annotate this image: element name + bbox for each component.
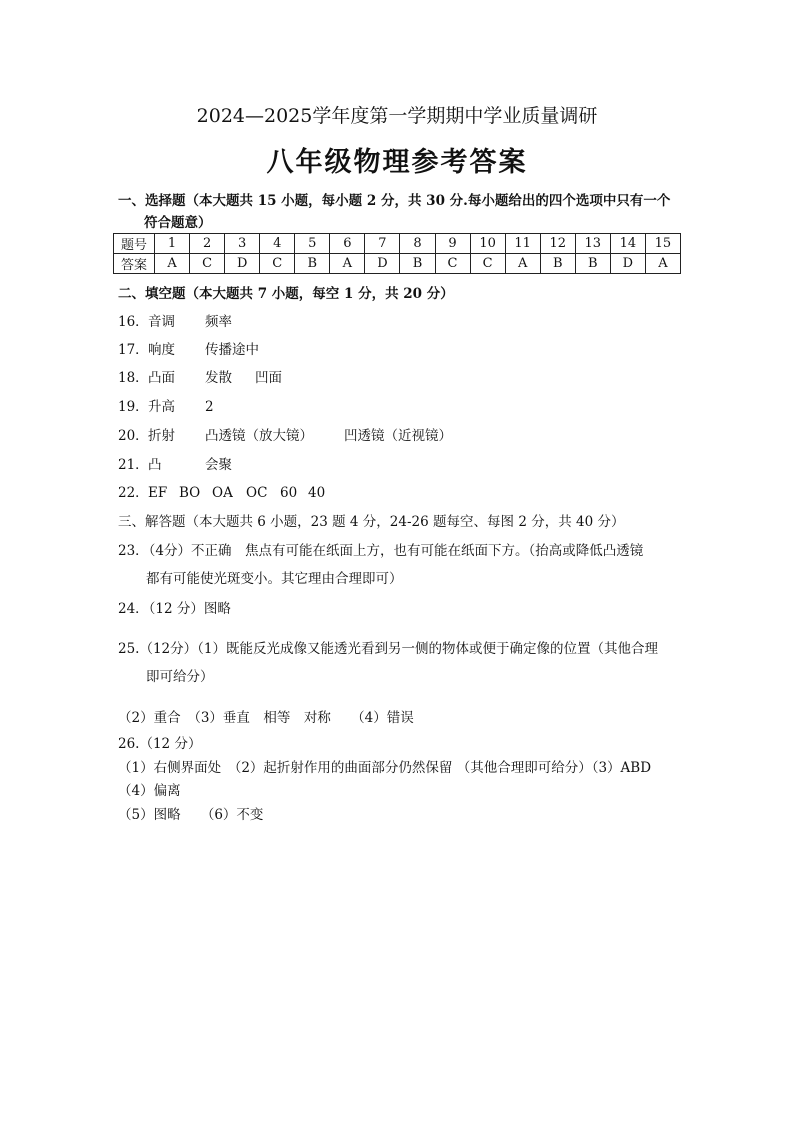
row-label-answers: 答案 <box>114 254 155 274</box>
question-number: 1 <box>155 234 190 254</box>
answer-table <box>113 233 681 274</box>
q23-answer-cont: 都有可能使光斑变小。其它理由合理即可） <box>146 571 403 587</box>
answer-cell: B <box>400 254 435 274</box>
q21-answer-1: 凸 <box>148 457 162 473</box>
q23-answer: 23．（4分）不正确 焦点有可能在纸面上方，也有可能在纸面下方。（抬高或降低凸透镜 <box>118 543 644 559</box>
question-number: 13 <box>575 234 610 254</box>
answer-cell: C <box>435 254 470 274</box>
q22-answer-3: OA <box>212 485 233 501</box>
q20-answer-2: 凸透镜（放大镜） <box>205 428 313 444</box>
q24-answer: 24．（12 分）图略 <box>118 601 231 617</box>
q22-number: 22． <box>118 485 149 501</box>
q17-answer-1: 响度 <box>148 342 175 358</box>
question-number: 5 <box>295 234 330 254</box>
table-row-numbers <box>114 234 681 254</box>
q22-answer-5: 60 <box>280 485 298 501</box>
answer-cell: C <box>260 254 295 274</box>
question-number: 4 <box>260 234 295 254</box>
table-row-answers <box>114 254 681 274</box>
section2-heading: 二、填空题（本大题共 7 小题，每空 1 分，共 20 分） <box>118 286 454 302</box>
q25-answer-cont: 即可给分） <box>146 669 214 685</box>
q18-answer-1: 凸面 <box>148 370 175 386</box>
q25-answer: 25.（12分）（1）既能反光成像又能透光看到另一侧的物体或便于确定像的位置（其他合理 <box>118 641 658 657</box>
q16-answer-1: 音调 <box>148 314 175 330</box>
answer-cell: A <box>645 254 680 274</box>
answer-cell: B <box>575 254 610 274</box>
answer-cell: D <box>610 254 645 274</box>
q26-heading: 26.（12 分） <box>118 736 202 752</box>
q21-number: 21． <box>118 457 149 473</box>
question-number: 11 <box>505 234 540 254</box>
q19-answer-1: 升高 <box>148 399 175 415</box>
question-number: 3 <box>225 234 260 254</box>
answer-cell: A <box>505 254 540 274</box>
question-number: 8 <box>400 234 435 254</box>
question-number: 2 <box>190 234 225 254</box>
answer-cell: D <box>225 254 260 274</box>
section3-heading: 三、解答题（本大题共 6 小题，23 题 4 分，24-26 题每空、每图 2 分，共 40 分） <box>118 514 625 530</box>
q21-answer-2: 会聚 <box>205 457 232 473</box>
q26-answer-line3: （5）图略 （6）不变 <box>118 807 264 823</box>
q19-answer-2: 2 <box>205 399 214 415</box>
answer-cell: B <box>540 254 575 274</box>
q22-answer-2: BO <box>179 485 201 501</box>
question-number: 10 <box>470 234 505 254</box>
q16-number: 16． <box>118 314 149 330</box>
q17-answer-2: 传播途中 <box>205 342 259 358</box>
answer-cell: A <box>155 254 190 274</box>
q20-answer-1: 折射 <box>148 428 175 444</box>
q18-answer-2: 发散 <box>205 370 232 386</box>
question-number: 12 <box>540 234 575 254</box>
exam-subtitle: 2024—2025学年度第一学期期中学业质量调研 <box>196 105 598 127</box>
row-label-numbers: 题号 <box>114 234 155 254</box>
question-number: 9 <box>435 234 470 254</box>
q17-number: 17． <box>118 342 149 358</box>
question-number: 7 <box>365 234 400 254</box>
q22-answer-4: OC <box>246 485 268 501</box>
q25-answer-parts: （2）重合 （3）垂直 相等 对称 （4）错误 <box>118 710 414 726</box>
answer-cell: D <box>365 254 400 274</box>
question-number: 15 <box>645 234 680 254</box>
q18-number: 18． <box>118 370 149 386</box>
q20-number: 20． <box>118 428 149 444</box>
answer-cell: B <box>295 254 330 274</box>
q18-answer-3: 凹面 <box>255 370 282 386</box>
answer-cell: C <box>190 254 225 274</box>
section1-heading-cont: 符合题意） <box>144 215 212 231</box>
page-title: 八年级物理参考答案 <box>266 147 528 178</box>
q22-answer-6: 40 <box>308 485 326 501</box>
q16-answer-2: 频率 <box>205 314 232 330</box>
q26-answer-line2: （4）偏离 <box>118 783 181 799</box>
answer-cell: A <box>330 254 365 274</box>
q22-answer-1: EF <box>148 485 168 501</box>
q20-answer-3: 凹透镜（近视镜） <box>344 428 452 444</box>
answer-cell: C <box>470 254 505 274</box>
q19-number: 19． <box>118 399 149 415</box>
q26-answer-line1: （1）右侧界面处 （2）起折射作用的曲面部分仍然保留 （其他合理即可给分）（3）ABD <box>118 760 652 776</box>
section1-heading: 一、选择题（本大题共 15 小题，每小题 2 分，共 30 分.每小题给出的四个选项中只有一个 <box>118 193 671 209</box>
question-number: 14 <box>610 234 645 254</box>
question-number: 6 <box>330 234 365 254</box>
